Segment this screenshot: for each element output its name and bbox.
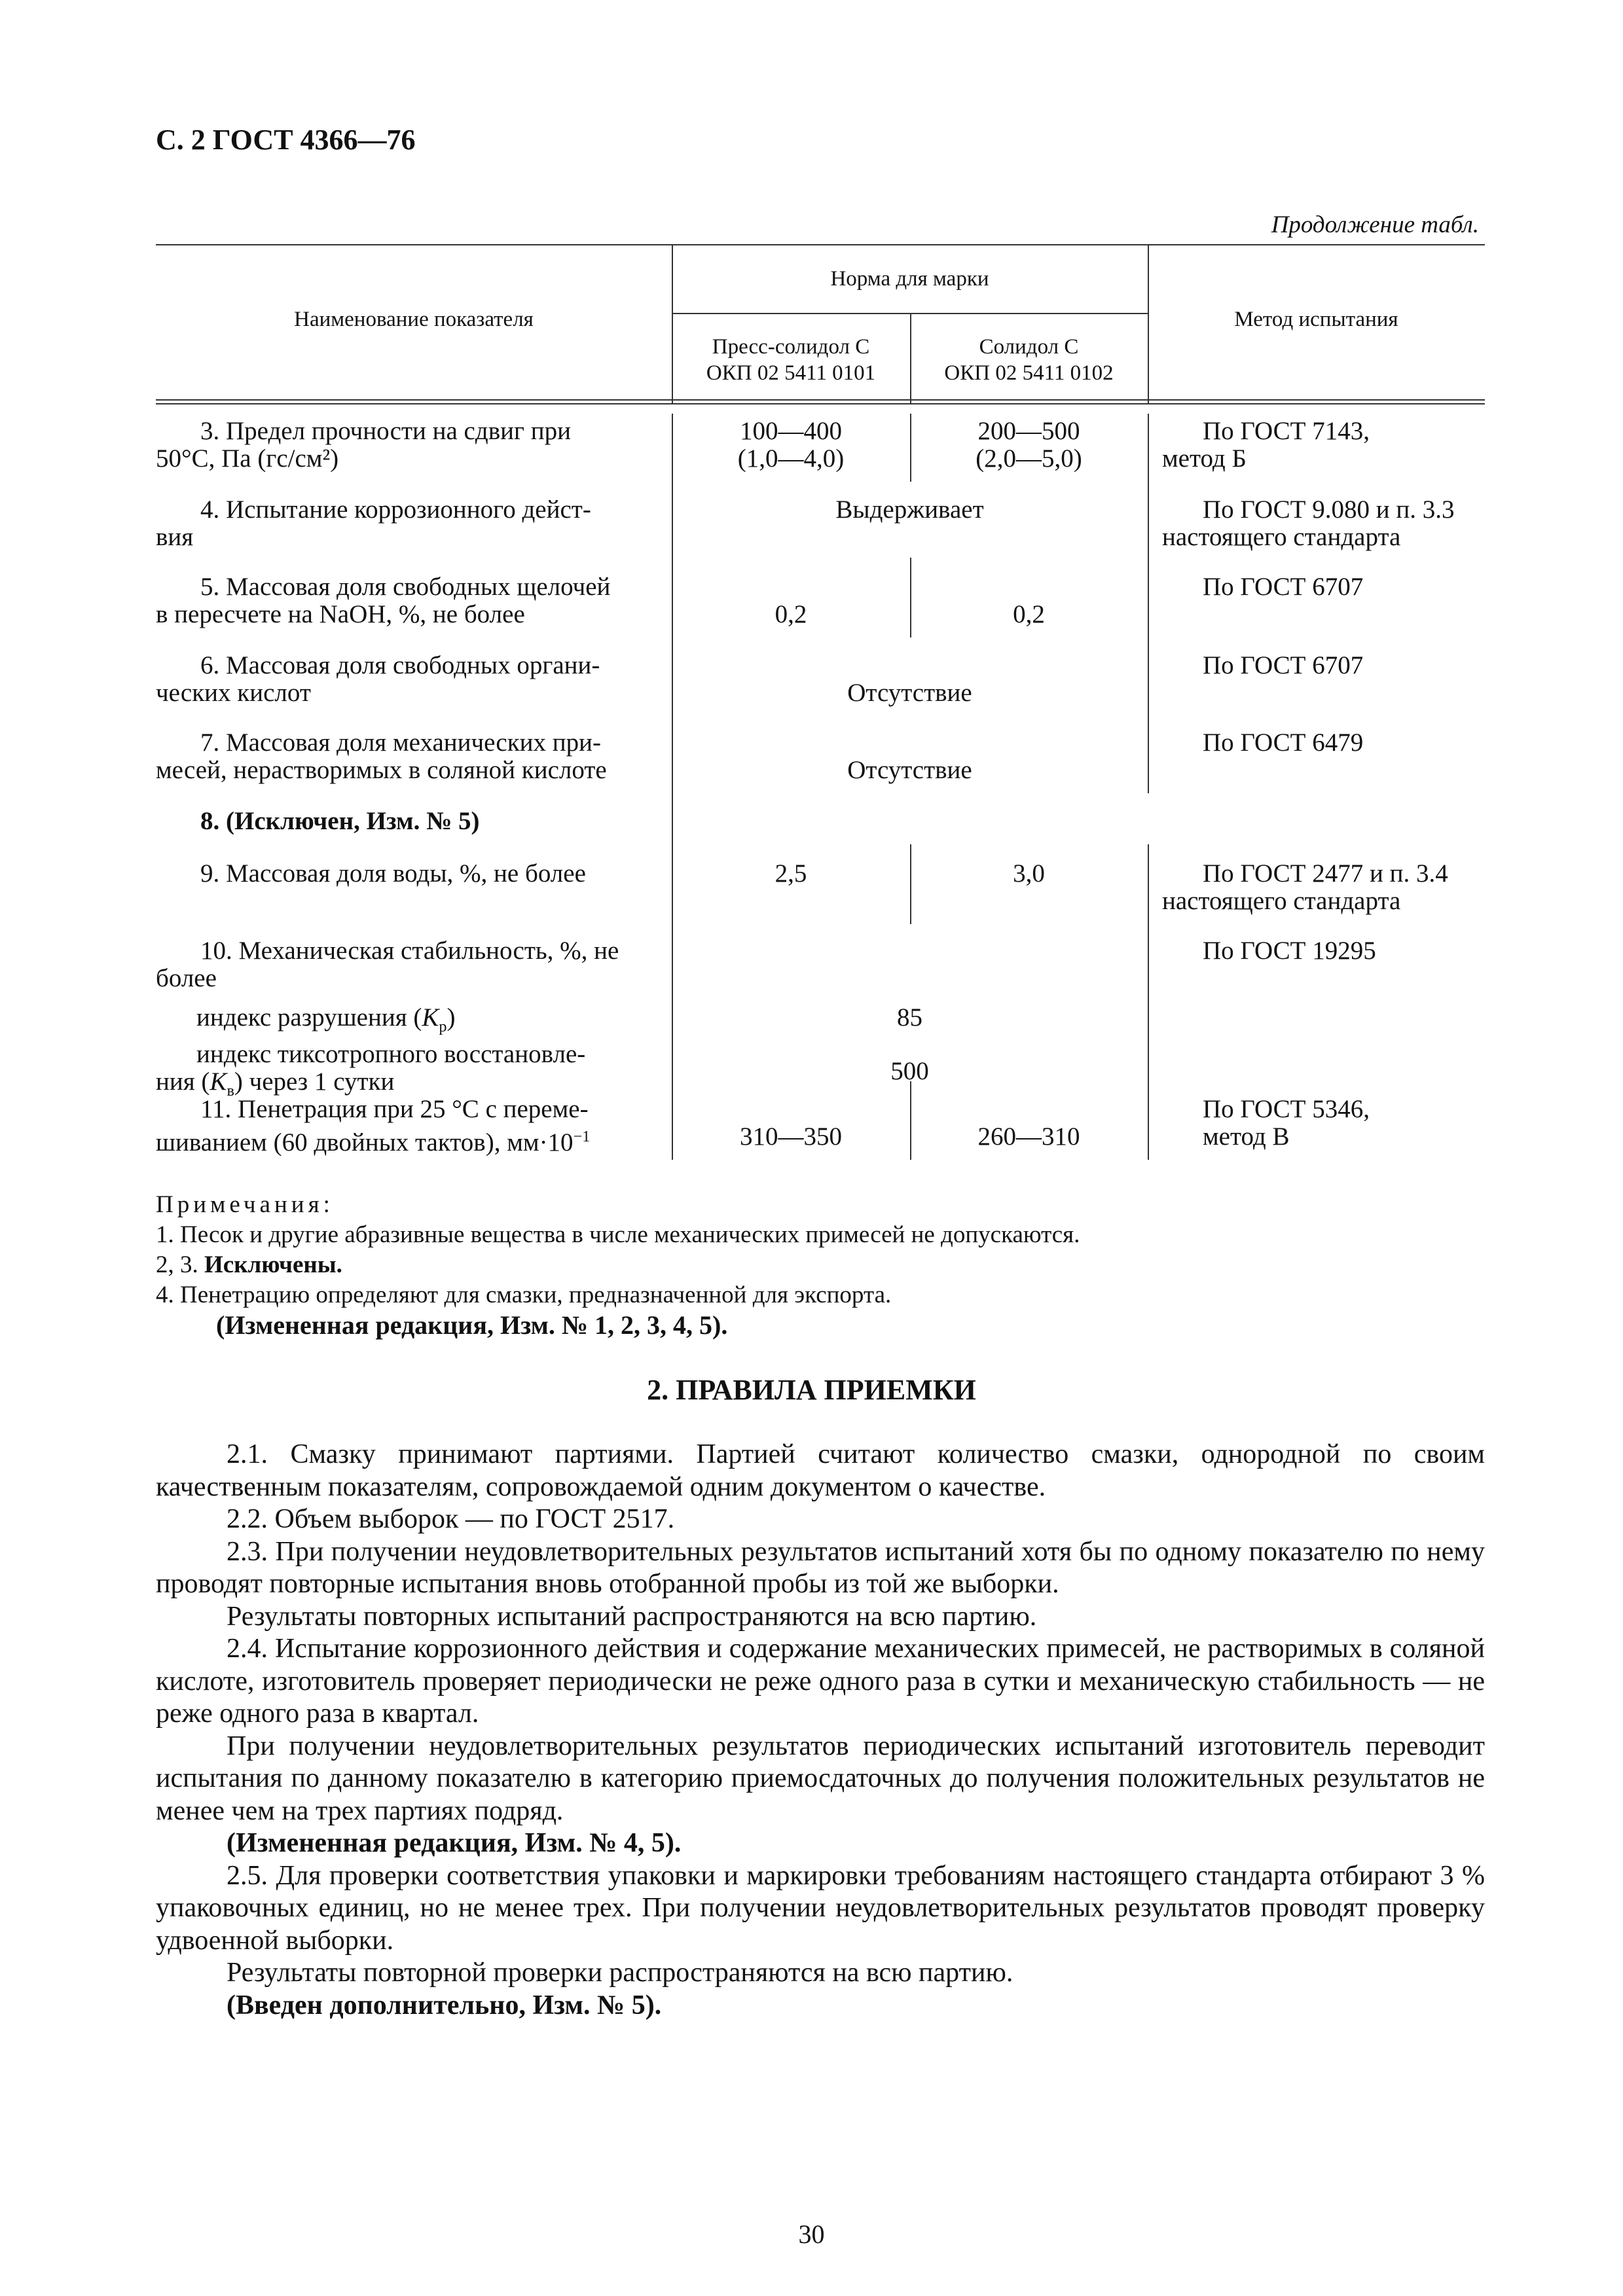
table-row-10-sub-1: индекс разрушения $(K_р)$ [196, 1003, 456, 1035]
table-notes [156, 1190, 1491, 1340]
table-row-11-method: По ГОСТ 5346, метод В [1203, 1095, 1370, 1151]
table-row-7-method: По ГОСТ 6479 [1203, 728, 1364, 757]
table-continuation-label: Продолжение табл. [1271, 211, 1479, 238]
table-row-6-value: Отсутствие [847, 679, 972, 707]
table-row-5-method: По ГОСТ 6707 [1203, 573, 1364, 601]
table-row-5-name: 5. Массовая доля свободных щелочей в пересчете на NaOH, %, не более [156, 573, 611, 628]
table-row-4-value: Выдерживает [835, 495, 984, 524]
table-body-divider-left [672, 414, 673, 1160]
table-row-4-method: По ГОСТ 9.080 и п. 3.3 настоящего стандарта [1162, 495, 1455, 551]
section-title: 2. ПРАВИЛА ПРИЕМКИ [647, 1374, 976, 1406]
column-header-mark-2: Солидол С ОКП 02 5411 0102 [944, 335, 1114, 385]
table-row-4-name: 4. Испытание коррозионного дейст- вия [156, 495, 591, 551]
section-body [156, 1439, 1485, 2022]
page-number: 30 [798, 2219, 825, 2249]
table-row-11-value-1: 310—350 [740, 1122, 842, 1151]
table-row-3-value-2: 200—500 (2,0—5,0) [976, 417, 1082, 473]
column-header-method: Метод испытания [1234, 308, 1398, 331]
table-row-5-value-2: 0,2 [1013, 600, 1045, 628]
paragraph-2-3-result: Результаты повторных испытаний распространяются на всю партию. [227, 1601, 1037, 1632]
table-row-10-sub-2-line-2: ния $(K_в)$ через 1 сутки [156, 1067, 395, 1100]
table-row-10-sub-2-line-1: индекс тиксотропного восстановле- [196, 1039, 586, 1068]
table-row-5-value-1: 0,2 [775, 600, 807, 628]
note-4: 4. Пенетрацию определяют для смазки, предназначенной для экспорта. [156, 1282, 892, 1308]
note-1: 1. Песок и другие абразивные вещества в числе механических примесей не допускаются. [156, 1221, 1080, 1248]
notes-amendment: (Измененная редакция, Изм. № 1, 2, 3, 4, 5). [216, 1310, 728, 1340]
table-body-divider-right-lower [1148, 844, 1149, 1160]
paragraph-2-5-result: Результаты повторной проверки распространяются на всю партию. [227, 1958, 1013, 1988]
table-row-6-name: 6. Массовая доля свободных органи- ческих кислот [156, 651, 600, 707]
paragraph-2-5: 2.5. Для проверки соответствия упаковки и маркировки требованиям настоящего стандарта отбирают 3 % упаковочных единиц, но не менее трех. При получении неудовлетворительных результатов проводят проверку удвоенной выборки. [156, 1860, 1485, 1956]
paragraph-2-2: 2.2. Объем выборок — по ГОСТ 2517. [227, 1504, 675, 1534]
paragraph-2-4-periodic: При получении неудовлетворительных результатов периодических испытаний изготовитель переводит испытания по данному показателю в категорию приемосдаточных до получения положительных результатов не менее чем на трех партиях подряд. [156, 1731, 1485, 1826]
table-row-3-value-1: 100—400 (1,0—4,0) [737, 417, 845, 473]
table-row-11-name: 11. Пенетрация при 25 °С с переме- шиванием (60 двойных тактов), $мм\cdot 10^{-1}$ [156, 1095, 591, 1157]
page-header: С. 2 ГОСТ 4366—76 [156, 124, 416, 156]
column-header-mark-1: Пресс-солидол С ОКП 02 5411 0101 [706, 335, 876, 385]
paragraph-2-4: 2.4. Испытание коррозионного действия и содержание механических примесей, не растворимых в соляной кислоте, изготовитель проверяет периодически не реже одного раза в сутки и механическую стабильность — не реже одного раза в квартал. [156, 1634, 1485, 1729]
paragraph-introduced: (Введен дополнительно, Изм. № 5). [227, 1990, 662, 2020]
table-row-3-method: По ГОСТ 7143, метод Б [1162, 417, 1370, 473]
table-row-11-value-2: 260—310 [977, 1122, 1080, 1151]
table-row-9-value-1: 2,5 [775, 859, 807, 888]
table-row-7-name: 7. Массовая доля механических при- месей, нерастворимых в соляной кислоте [156, 728, 607, 784]
table-body-divider-right-upper [1148, 414, 1149, 793]
table-row-9-method: По ГОСТ 2477 и п. 3.4 настоящего стандарта [1162, 859, 1448, 915]
paragraph-2-3: 2.3. При получении неудовлетворительных результатов испытаний хотя бы по одному показателю по нему проводят повторные испытания вновь отобранной пробы из той же выборки. [156, 1536, 1485, 1599]
table-header-rule-2 [156, 403, 1485, 404]
table-top-rule [156, 244, 1485, 245]
table-row-10-value-1: 85 [897, 1003, 922, 1031]
table-row-9-name: 9. Массовая доля воды, %, не более [200, 859, 586, 888]
table-row-3-name: 3. Предел прочности на сдвиг при 50°С, Па (гс/см²) [156, 417, 571, 473]
column-header-name: Наименование показателя [294, 308, 534, 331]
table-row-8-name: 8. (Исключен, Изм. № 5) [200, 807, 480, 835]
table-row-10-method: По ГОСТ 19295 [1203, 937, 1376, 965]
note-2-3: 2, 3. Исключены. [156, 1251, 342, 1278]
column-header-norm: Норма для марки [830, 267, 989, 291]
paragraph-2-1: 2.1. Смазку принимают партиями. Партией считают количество смазки, однородной по своим качественным показателям, сопровождаемой одним документом о качестве. [156, 1439, 1485, 1502]
table-row-7-value: Отсутствие [847, 756, 972, 784]
table-row-10-value-2: 500 [890, 1057, 929, 1085]
notes-heading: Примечания: [156, 1191, 334, 1218]
table-header-rule [156, 399, 1485, 401]
table-row-10-name: 10. Механическая стабильность, %, не более индекс разрушения $(K_р)$ индекс тиксотропного восстановле- ния $(K_в)$ через 1 сутки [156, 937, 663, 1105]
paragraph-amendment-4-5: (Измененная редакция, Изм. № 4, 5). [227, 1828, 682, 1858]
table-row-9-value-2: 3,0 [1013, 859, 1045, 888]
table-row-6-method: По ГОСТ 6707 [1203, 651, 1364, 679]
